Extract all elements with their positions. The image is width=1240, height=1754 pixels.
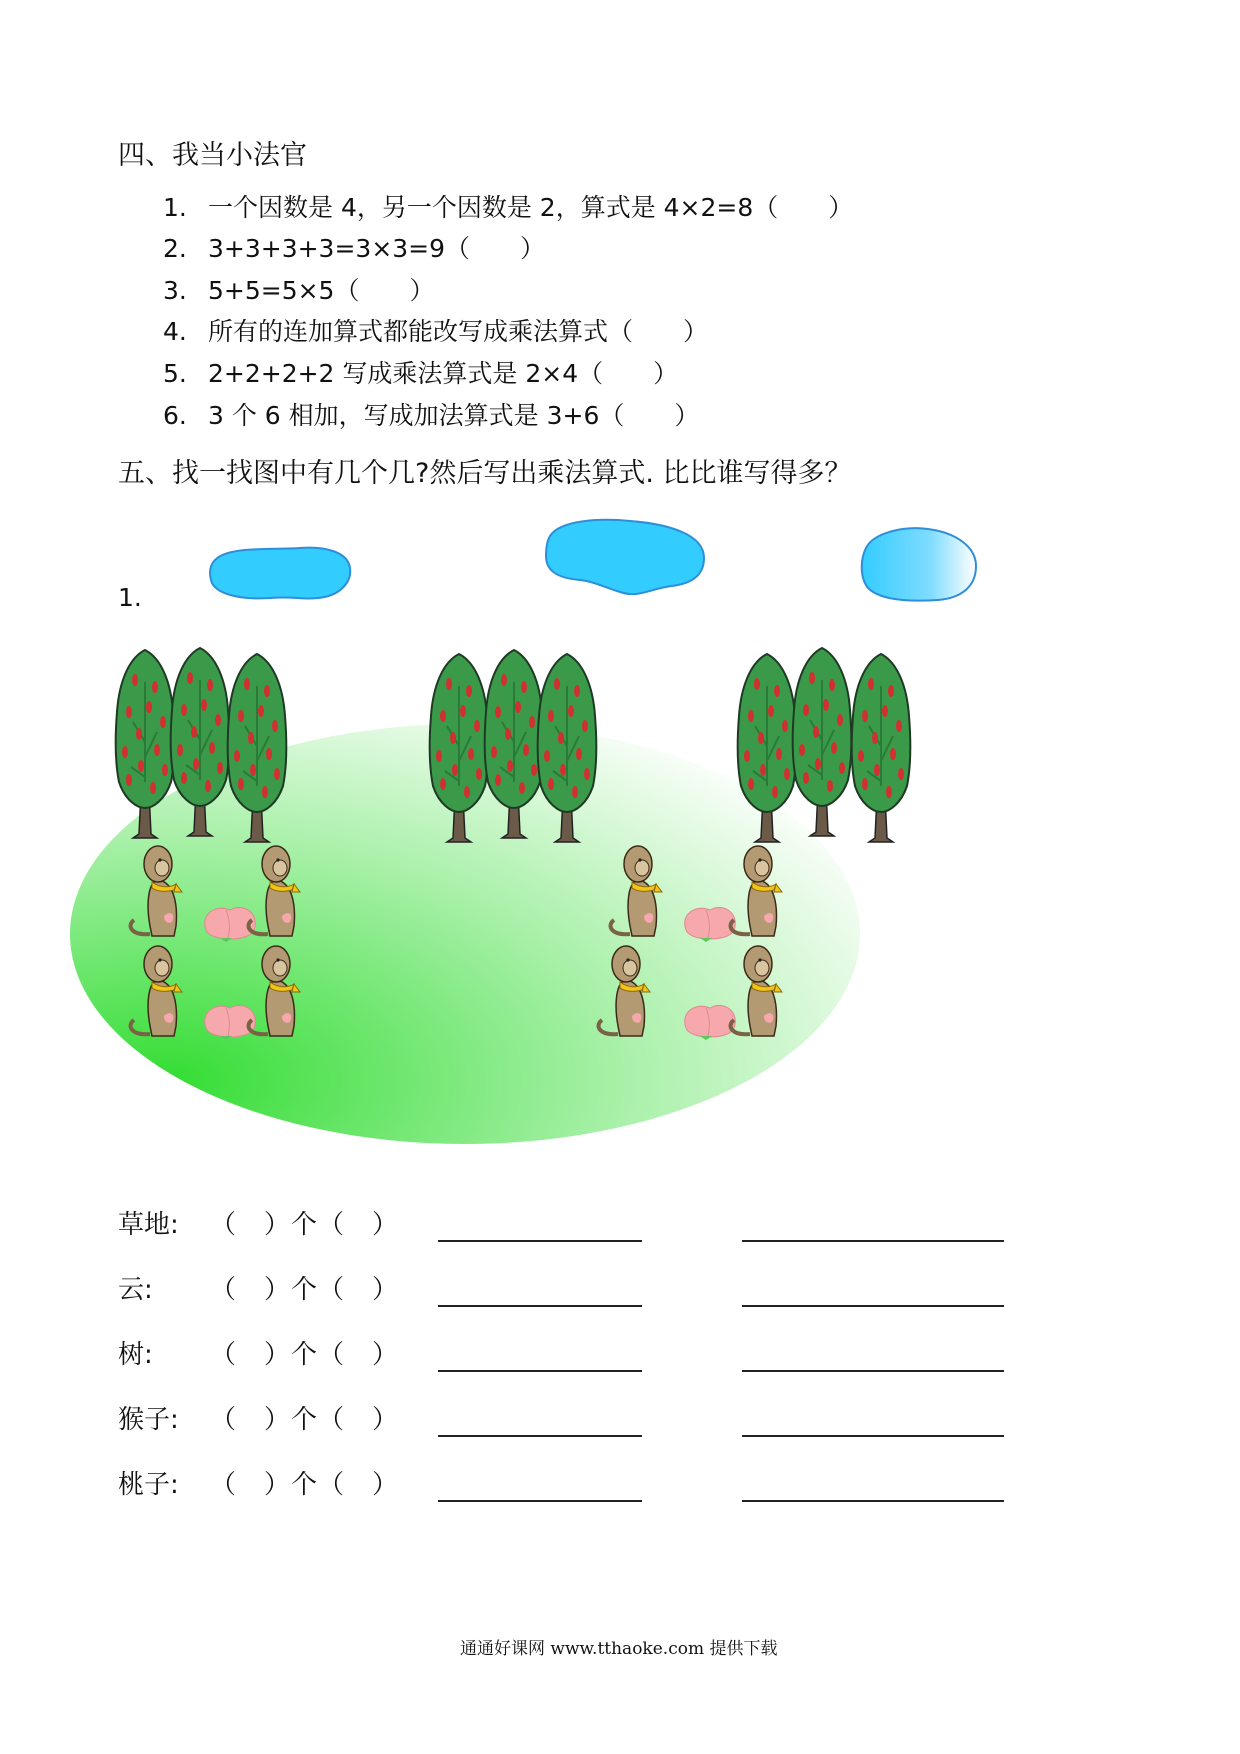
tree [793,648,852,836]
row-label: 桃子: [118,1470,179,1500]
footer-credit: 通通好课网 www.tthaoke.com 提供下载 [460,1639,778,1659]
row-label: 云: [118,1275,153,1305]
question-text: 2+2+2+2 写成乘法算式是 2×4（ ） [208,359,679,388]
answer-line[interactable] [742,1370,1004,1372]
answer-line[interactable] [438,1370,642,1372]
question-number: 1. [163,193,187,222]
answer-line[interactable] [438,1500,642,1502]
cloud [546,520,704,594]
count-blanks: （ ）个（ ） [210,1340,400,1370]
answer-line[interactable] [742,1305,1004,1307]
question-text: 所有的连加算式都能改写成乘法算式（ ） [208,317,709,346]
section4-title: 四、我当小法官 [118,140,307,171]
item-number: 1. [118,583,142,612]
question-text: 5+5=5×5（ ） [208,276,435,305]
row-label: 猴子: [118,1405,179,1435]
question-number: 4. [163,317,187,346]
question-number: 3. [163,276,187,305]
cloud [862,528,976,600]
question-text: 3 个 6 相加，写成加法算式是 3+6（ ） [208,401,700,430]
answer-line[interactable] [742,1500,1004,1502]
row-label: 草地: [118,1210,179,1240]
tree-group [738,648,911,842]
count-blanks: （ ）个（ ） [210,1275,400,1305]
question-number: 5. [163,359,187,388]
count-blanks: （ ）个（ ） [210,1210,400,1240]
question-number: 2. [163,234,187,263]
question-text: 3+3+3+3=3×3=9（ ） [208,234,546,263]
tree-group [430,650,597,842]
cloud [210,548,350,599]
answer-line[interactable] [438,1435,642,1437]
count-blanks: （ ）个（ ） [210,1470,400,1500]
count-blanks: （ ）个（ ） [210,1405,400,1435]
question-number: 6. [163,401,187,430]
row-label: 树: [118,1340,153,1370]
answer-line[interactable] [438,1240,642,1242]
answer-line[interactable] [438,1305,642,1307]
tree [852,654,911,842]
answer-line[interactable] [742,1240,1004,1242]
tree-group [116,648,287,842]
answer-line[interactable] [742,1435,1004,1437]
question-text: 一个因数是 4，另一个因数是 2，算式是 4×2=8（ ） [208,193,854,222]
section5-title: 五、找一找图中有几个几?然后写出乘法算式. 比比谁写得多？ [118,458,852,489]
